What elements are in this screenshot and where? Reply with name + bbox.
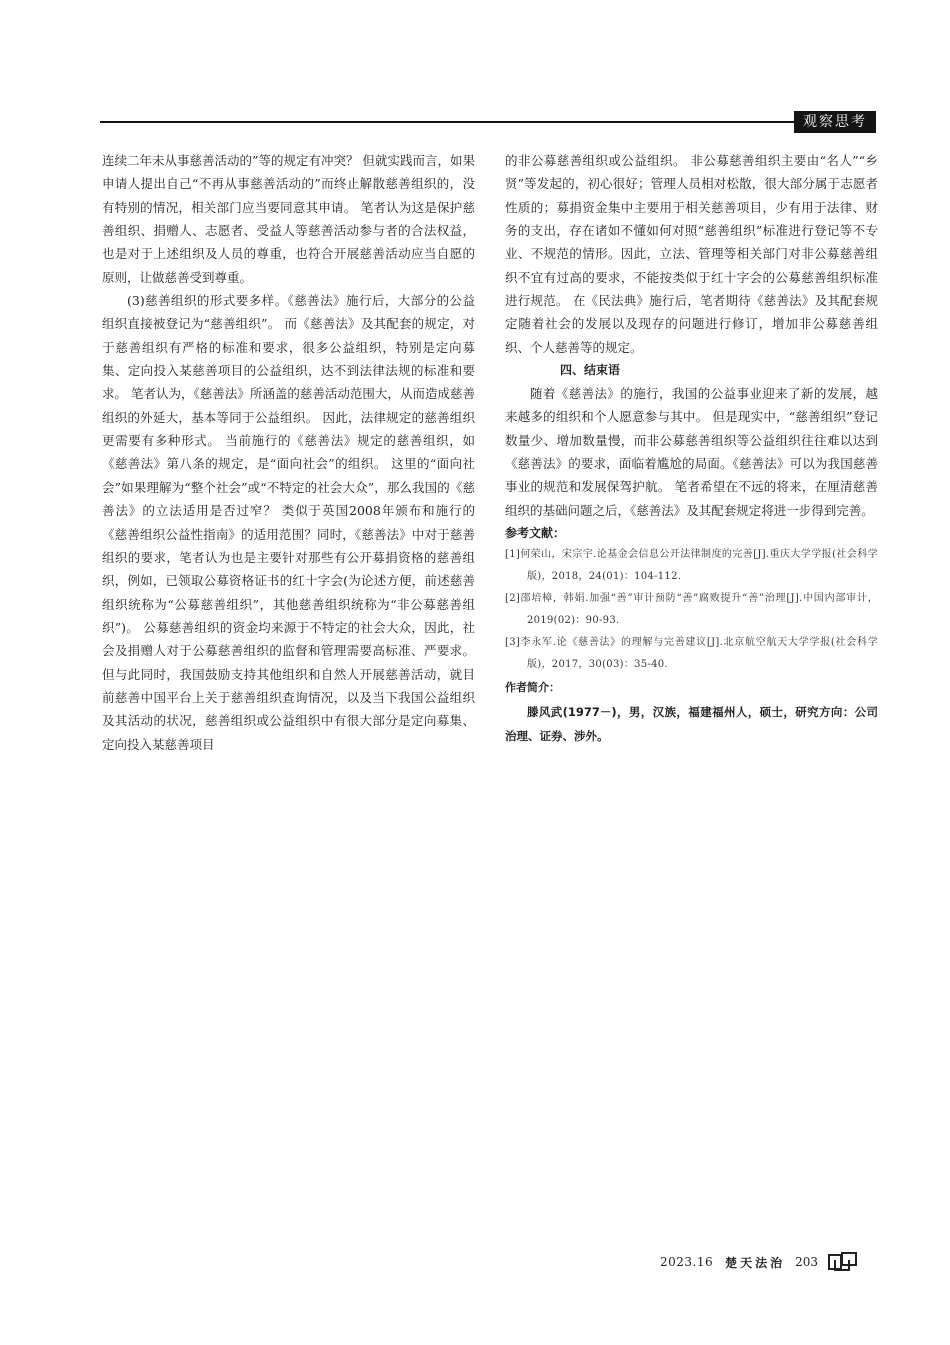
body-paragraph: 的非公募慈善组织或公益组织。 非公募慈善组织主要由“名人”“乡贤”等发起的，初心很好；管理人员相对松散，很大部分属于志愿者性质的；募捐资金集中主要用于相关慈善项目，少有用于法律、财务的支出，存在诸如不懂如何对照“慈善组织”标准进行登记等不专业、不规范的情形。因此，立法、管理等相关部门对非公募慈善组织不宜有过高的要求，不能按类似于红十字会的公募慈善组织标准进行规范。 在《民法典》施行后，笔者期待《慈善法》及其配套规定随着社会的发展以及现存的问题进行修订，增加非公募慈善组织、个人慈善等的规定。 <box>505 153 878 355</box>
body-paragraph: (3)慈善组织的形式要多样。《慈善法》施行后，大部分的公益组织直接被登记为“慈善组织”。 而《慈善法》及其配套的规定，对于慈善组织有严格的标准和要求，很多公益组织，特别是定向募集、定向投入某慈善项目的公益组织，达不到法律法规的标准和要求。 笔者认为，《慈善法》所涵盖的慈善活动范围大，从而造成慈善组织的外延大，基本等同于公益组织。 因此，法律规定的慈善组织更需要有多种形式。 当前施行的《慈善法》规定的慈善组织，如《慈善法》第八条的规定，是“面向社会”的组织。 这里的“面向社会”如果理解为“整个社会”或“不特定的社会大众”，那么我国的《慈善法》的立法适用是否过窄？ 类似于英国2008年颁布和施行的《慈善组织公益性指南》的适用范围？同时，《慈善法》中对于慈善组织的要求，笔者认为也是主要针对那些有公开募捐资格的慈善组织，例如，已领取公募资格证书的红十字会(为论述方便，前述慈善组织统称为“公募慈善组织”，其他慈善组织统称为“非公募慈善组织”)。 公募慈善组织的资金均来源于不特定的社会大众，因此，社会及捐赠人对于公募慈善组织的监督和管理需要高标准、严要求。 但与此同时，我国鼓励支持其他组织和自然人开展慈善活动，就目前慈善中国平台上关于慈善组织查询情况，以及当下我国公益组织及其活动的状况，慈善组织或公益组织中有很大部分是定向募集、定向投入某慈善项目 <box>102 293 476 752</box>
journal-name: 楚天法治 <box>725 1255 786 1270</box>
left-column <box>102 149 475 756</box>
body-paragraph: 连续二年未从事慈善活动的”等的规定有冲突？ 但就实践而言，如果申请人提出自己“不再从事慈善活动的”而终止解散慈善组织的，没有特别的情况，相关部门应当要同意其申请。 笔者认为这是保护慈善组织、捐赠人、志愿者、受益人等慈善活动参与者的合法权益，也是对于上述组织及人员的尊重，也符合开展慈善活动应当自愿的原则，让做慈善受到尊重。 <box>102 153 475 285</box>
author-bio: 滕风武(1977－)，男，汉族，福建福州人，硕士，研究方向：公司治理、证券、涉外。 <box>505 705 878 744</box>
conclusion-paragraph: 随着《慈善法》的施行，我国的公益事业迎来了新的发展，越来越多的组织和个人愿意参与其中。 但是现实中，“慈善组织”登记数量少、增加数量慢，而非公募慈善组织等公益组织往往难以达到《慈善法》的要求，面临着尴尬的局面。《慈善法》可以为我国慈善事业的规范和发展保驾护航。 笔者希望在不远的将来，在厘清慈善组织的基础问题之后，《慈善法》及其配套规定将进一步得到完善。 <box>505 386 878 518</box>
issue-number: 2023.16 <box>660 1255 714 1269</box>
section-label: 观察思考 <box>794 111 876 133</box>
right-column <box>505 149 878 748</box>
author-title: 作者简介： <box>505 681 560 695</box>
header-rule <box>100 121 800 123</box>
page-number: 203 <box>795 1255 819 1269</box>
conclusion-heading: 四、结束语 <box>560 363 621 378</box>
journal-logo-icon <box>828 1252 858 1272</box>
reference-item: [2]邵培樟，韩娟.加强“善”审计预防“善”腐败提升“善”治理[J].中国内部审计，2019(02)：90-93. <box>505 593 878 627</box>
references-title: 参考文献： <box>505 526 566 541</box>
reference-item: [3]李永军.论《慈善法》的理解与完善建议[J].北京航空航天大学学报(社会科学版)，2017，30(03)：35-40. <box>505 637 879 671</box>
reference-item: [1]何荣山，宋宗宇.论基金会信息公开法律制度的完善[J].重庆大学学报(社会科学版)，2018，24(01)：104-112. <box>505 549 878 583</box>
page-footer <box>660 1251 858 1273</box>
